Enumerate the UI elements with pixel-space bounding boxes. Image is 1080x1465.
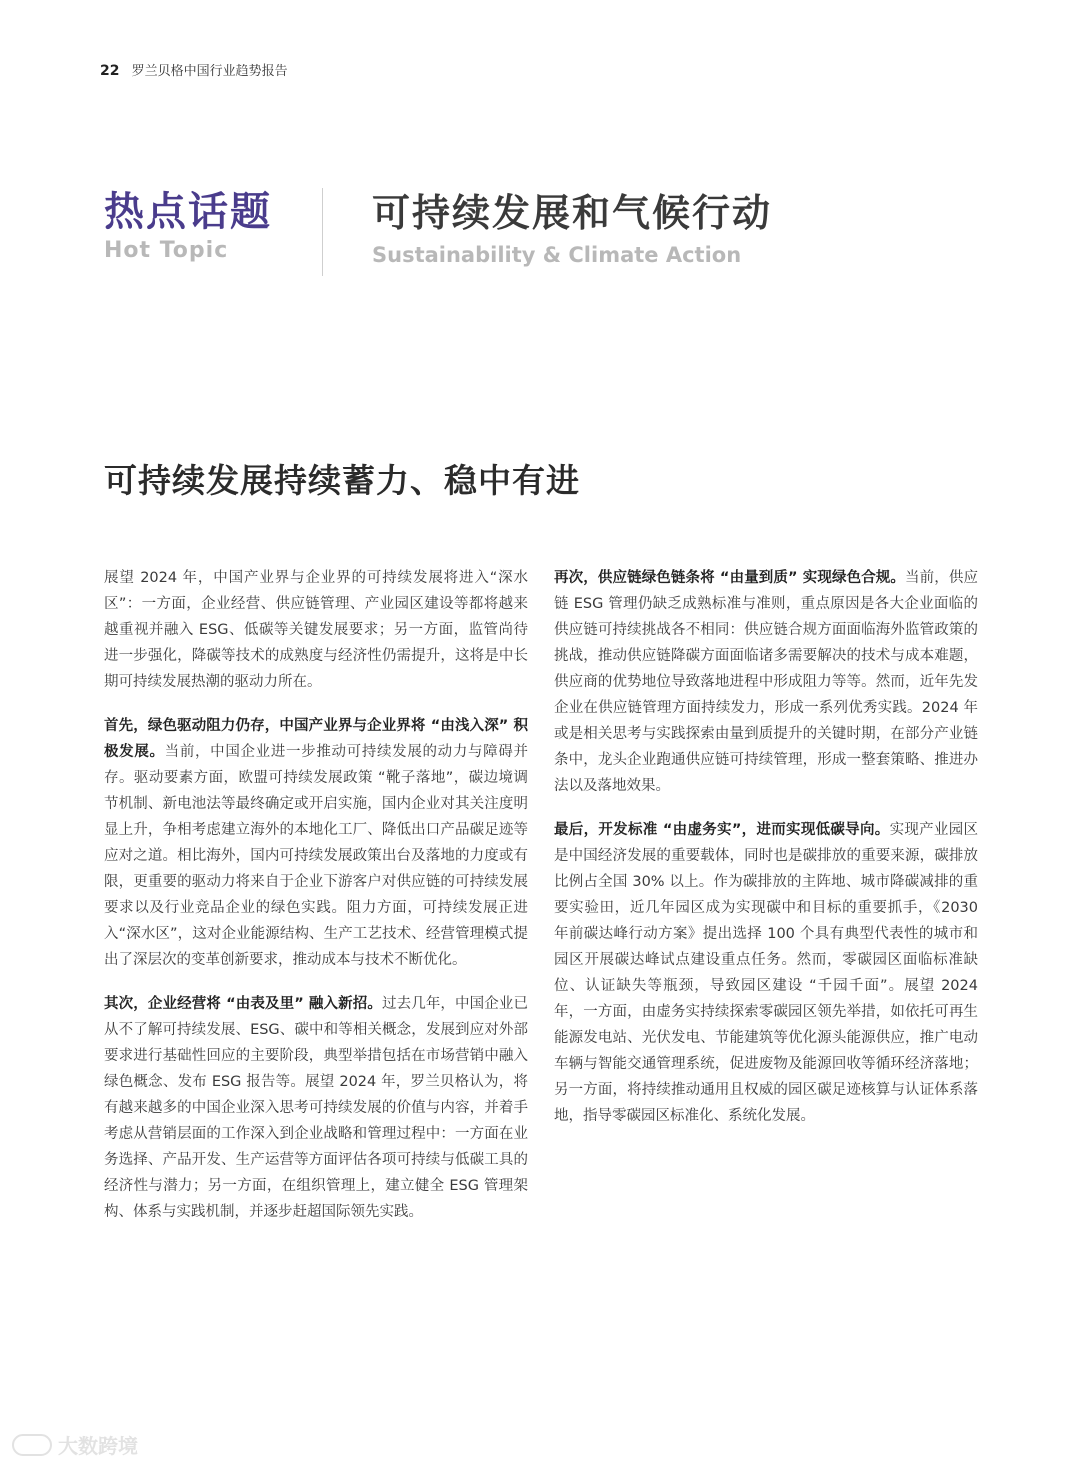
title-divider bbox=[322, 188, 323, 276]
left-column bbox=[104, 565, 528, 1243]
report-title: 罗兰贝格中国行业趋势报告 bbox=[131, 64, 288, 79]
lead-in: 首先，绿色驱动阻力仍存，中国产业界与企业界将 “由浅入深” 积极发展。 bbox=[104, 718, 528, 760]
paragraph: 最后，开发标准 “由虚务实”，进而实现低碳导向。实现产业园区是中国经济发展的重要载体，同时也是碳排放的重要来源，碳排放比例占全国 30% 以上。作为碳排放的主阵地、城市降碳减排的重要实验田，近几年园区成为实现碳中和目标的重要抓手，《2030 年前碳达峰行动方案》提出选择 100 个具有典型代表性的城市和园区开展碳达峰试点建设重点任务。然而，零碳园区面临标准缺位、认证缺失等瓶颈，导致园区建设 “千园千面”。展望 2024 年，一方面，由虚务实持续探索零碳园区领先举措，如依托可再生能源发电站、光伏发电、节能建筑等优化源头能源供应，推广电动车辆与智能交通管理系统，促进废物及能源回收等循环经济落地；另一方面，将持续推动通用且权威的园区碳足迹核算与认证体系落地，指导零碳园区标准化、系统化发展。 bbox=[554, 822, 979, 1124]
paragraph: 其次，企业经营将 “由表及里” 融入新招。过去几年，中国企业已从不了解可持续发展、ESG、碳中和等相关概念，发展到应对外部要求进行基础性回应的主要阶段，典型举措包括在市场营销中融入绿色概念、发布 ESG 报告等。展望 2024 年，罗兰贝格认为，将有越来越多的中国企业深入思考可持续发展的价值与内容，并着手考虑从营销层面的工作深入到企业战略和管理过程中：一方面在业务选择、产品开发、生产运营等方面评估各项可持续与低碳工具的经济性与潜力；另一方面，在组织管理上，建立健全 ESG 管理架构、体系与实践机制，并逐步赶超国际领先实践。 bbox=[104, 996, 529, 1220]
paragraph: 展望 2024 年，中国产业界与企业界的可持续发展将进入“深水区”：一方面，企业经营、供应链管理、产业园区建设等都将越来越重视并融入 ESG、低碳等关键发展要求；另一方面，监管尚待进一步强化，降碳等技术的成熟度与经济性仍需提升，这将是中长期可持续发展热潮的驱动力所在。 bbox=[104, 570, 528, 690]
topic-title-en: Hot Topic bbox=[104, 238, 229, 263]
page-number: 22 bbox=[100, 63, 120, 79]
lead-in: 其次，企业经营将 “由表及里” 融入新招。 bbox=[104, 996, 382, 1012]
section-title-cn: 可持续发展和气候行动 bbox=[372, 191, 773, 235]
lead-in: 最后，开发标准 “由虚务实”，进而实现低碳导向。 bbox=[554, 822, 890, 838]
paragraph: 再次，供应链绿色链条将 “由量到质” 实现绿色合规。当前，供应链 ESG 管理仍缺乏成熟标准与准则，重点原因是各大企业面临的供应链可持续挑战各不相同：供应链合规方面面临海外监管政策的挑战，推动供应链降碳方面面临诸多需要解决的技术与成本难题，供应商的优势地位导致落地进程中形成阻力等等。然而，近年先发企业在供应链管理方面持续发力，形成一系列优秀实践。2024 年或是相关思考与实践探索由量到质提升的关键时期，在部分产业链条中，龙头企业跑通供应链可持续管理，形成一整套策略、推进办法以及落地效果。 bbox=[554, 570, 979, 794]
watermark-text: 大数跨境 bbox=[58, 1434, 138, 1458]
watermark bbox=[12, 1430, 138, 1459]
topic-title-cn: 热点话题 bbox=[104, 189, 272, 235]
paragraph: 首先，绿色驱动阻力仍存，中国产业界与企业界将 “由浅入深” 积极发展。当前，中国企业进一步推动可持续发展的动力与障碍并存。驱动要素方面，欧盟可持续发展政策 “靴子落地”，碳边境调节机制、新电池法等最终确定或开启实施，国内企业对其关注度明显上升，争相考虑建立海外的本地化工厂、降低出口产品碳足迹等应对之道。相比海外，国内可持续发展政策出台及落地的力度或有限，更重要的驱动力将来自于企业下游客户对供应链的可持续发展要求以及行业竞品企业的绿色实践。阻力方面，可持续发展正进入“深水区”，这对企业能源结构、生产工艺技术、经营管理模式提出了深层次的变革创新要求，推动成本与技术不断优化。 bbox=[104, 718, 529, 968]
page-header bbox=[100, 60, 288, 79]
article-headline: 可持续发展持续蓄力、稳中有进 bbox=[104, 461, 580, 500]
right-column bbox=[554, 565, 978, 1147]
section-title-en: Sustainability & Climate Action bbox=[372, 243, 742, 267]
lead-in: 再次，供应链绿色链条将 “由量到质” 实现绿色合规。 bbox=[554, 570, 906, 586]
logo-icon bbox=[12, 1434, 52, 1456]
